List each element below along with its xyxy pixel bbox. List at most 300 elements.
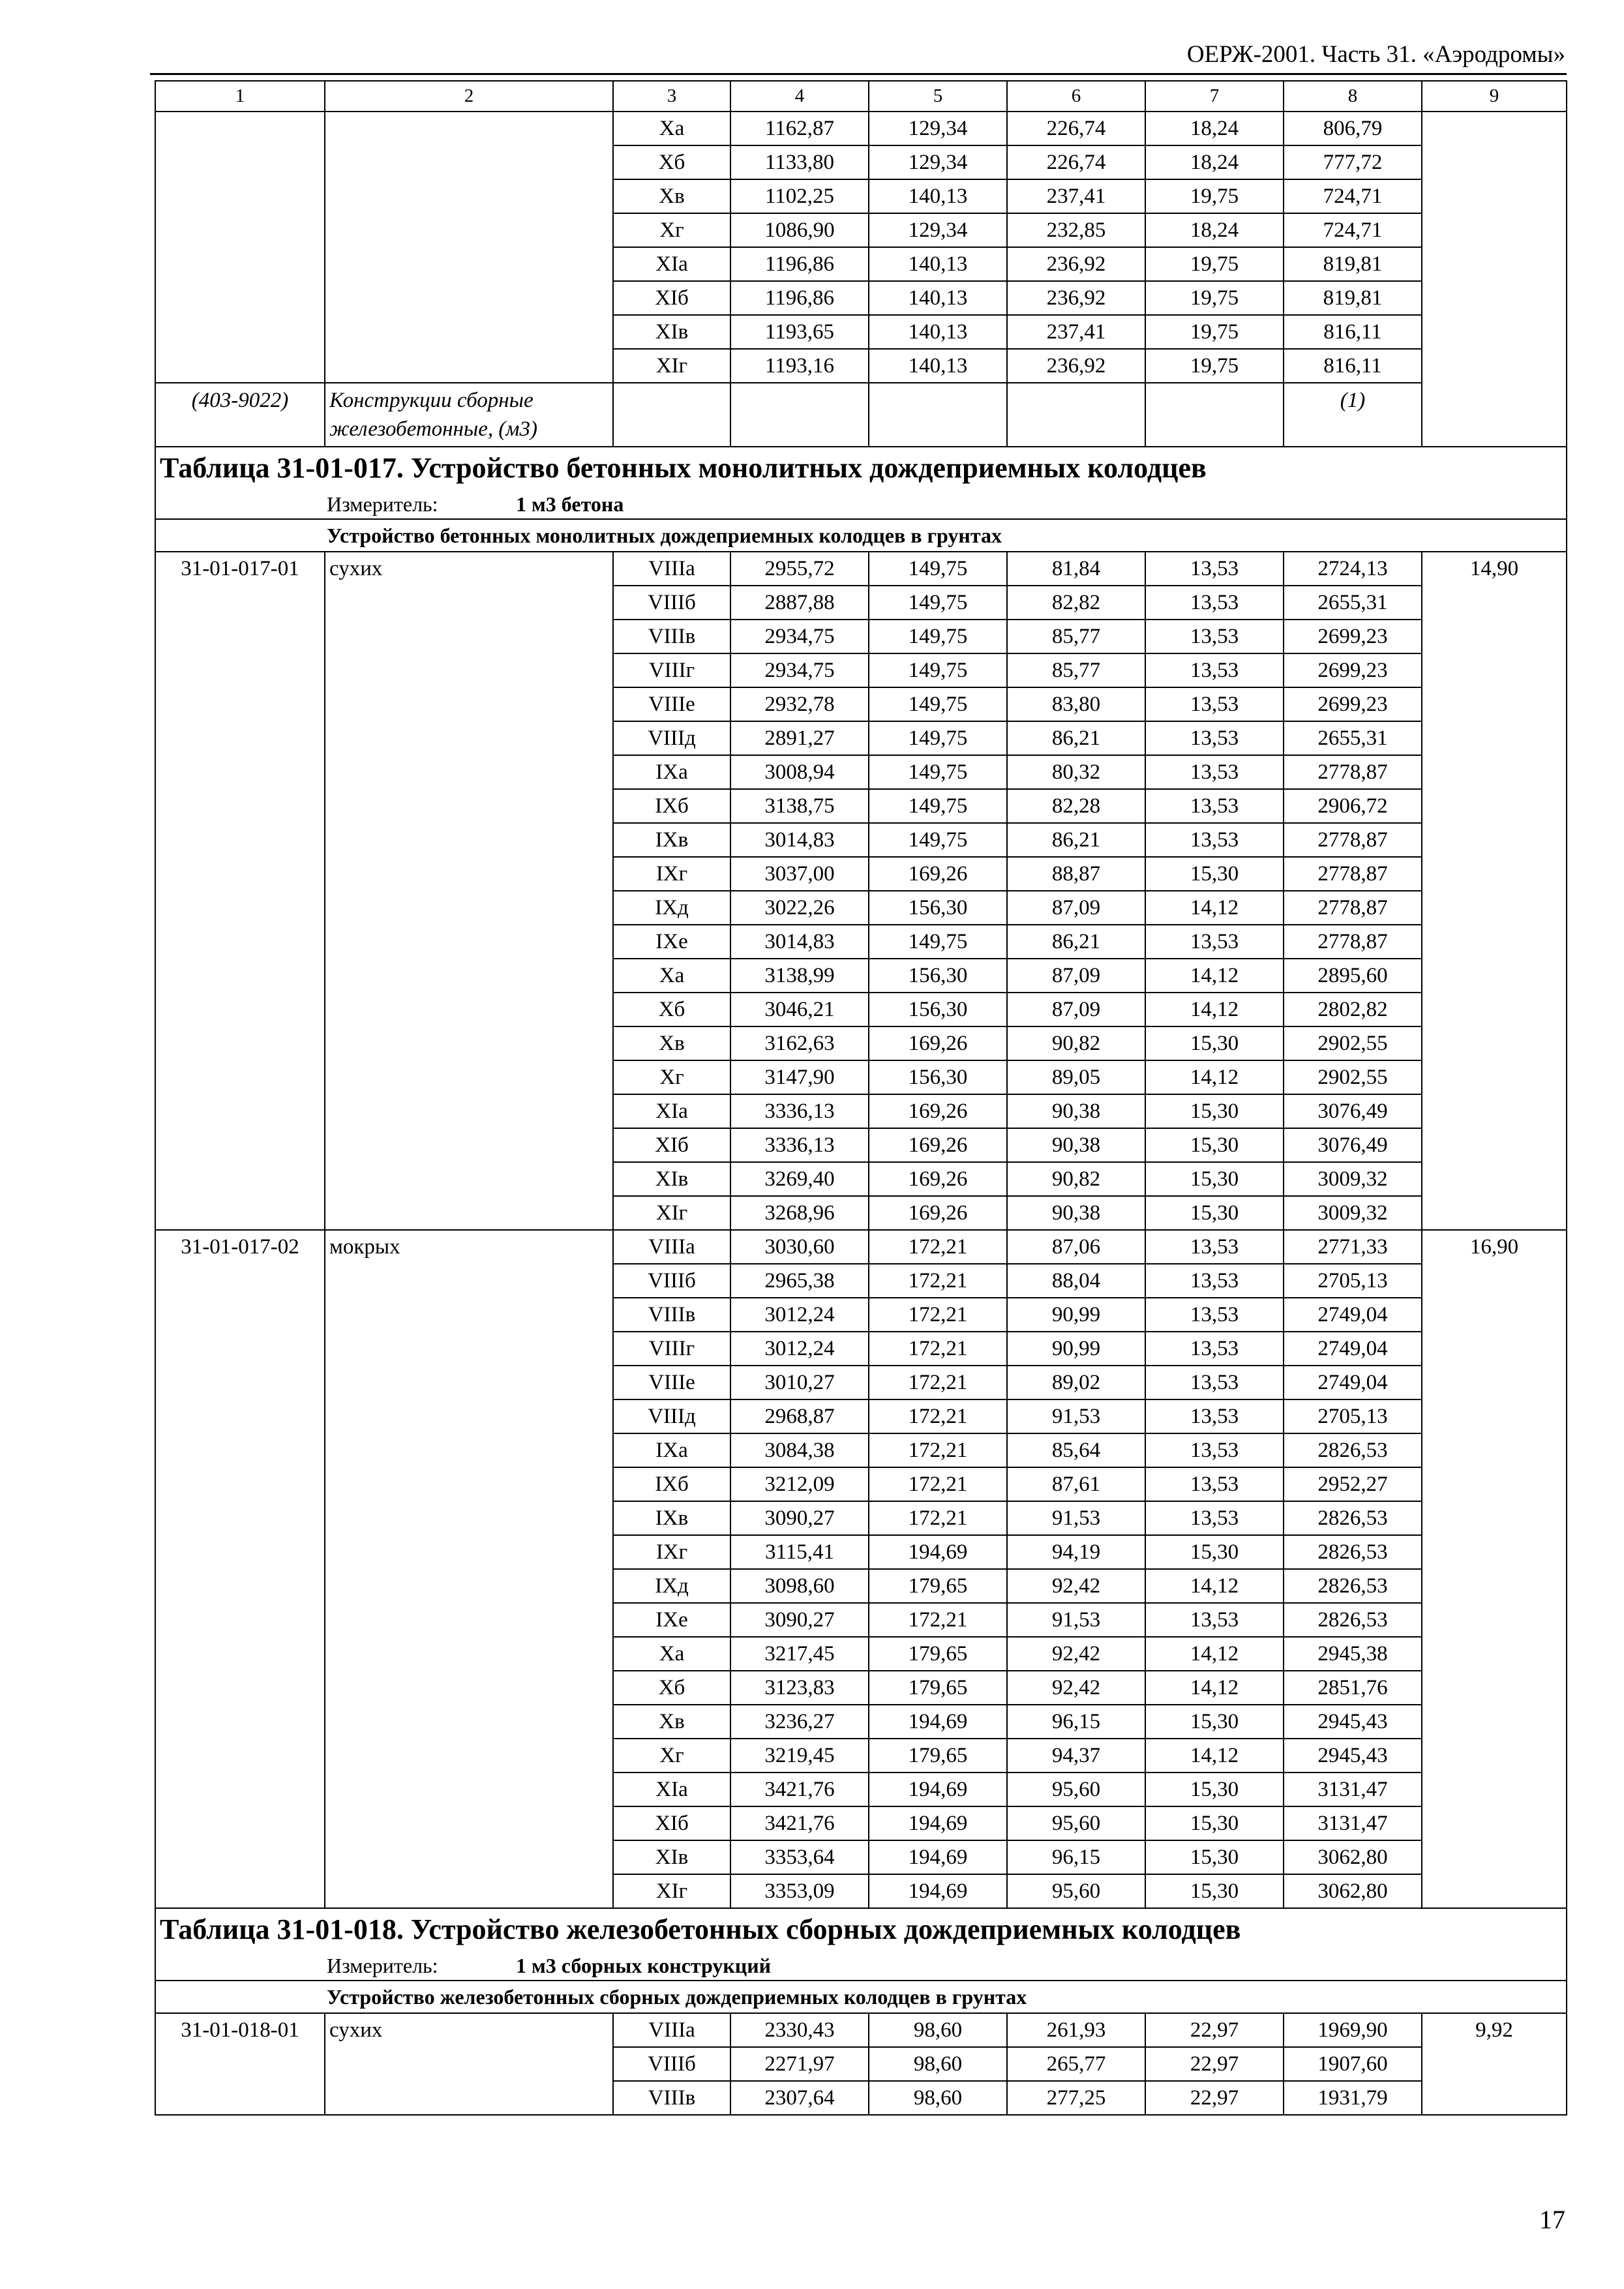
value-cell: Xб [613, 145, 730, 179]
value-cell: 156,30 [869, 891, 1007, 925]
value-cell: 2699,23 [1284, 620, 1422, 653]
column-number-row [155, 81, 1567, 112]
value-cell: 2826,53 [1284, 1603, 1422, 1637]
value-cell: XIб [613, 281, 730, 315]
value-cell: XIв [613, 1162, 730, 1196]
value-cell: 13,53 [1145, 1399, 1284, 1433]
value-cell: 96,15 [1007, 1705, 1145, 1739]
value-cell: 15,30 [1145, 1196, 1284, 1230]
value-cell: 13,53 [1145, 552, 1284, 586]
col9-cell [1422, 112, 1567, 447]
value-cell: 149,75 [869, 789, 1007, 823]
value-cell: 87,61 [1007, 1467, 1145, 1501]
value-cell: 194,69 [869, 1773, 1007, 1806]
value-cell: 3084,38 [730, 1433, 869, 1467]
value-cell: 2826,53 [1284, 1501, 1422, 1535]
value-cell: 1193,65 [730, 315, 869, 349]
column-number: 7 [1145, 81, 1284, 112]
table-row [155, 112, 1567, 145]
value-cell: 140,13 [869, 179, 1007, 213]
value-cell: Xa [613, 112, 730, 145]
value-cell: 172,21 [869, 1332, 1007, 1366]
value-cell: 15,30 [1145, 1806, 1284, 1840]
value-cell: IXд [613, 891, 730, 925]
value-cell: 3115,41 [730, 1535, 869, 1569]
value-cell: 3090,27 [730, 1501, 869, 1535]
value-cell: 724,71 [1284, 213, 1422, 247]
value-cell: 129,34 [869, 213, 1007, 247]
value-cell: 724,71 [1284, 179, 1422, 213]
value-cell: 14,12 [1145, 959, 1284, 993]
value-cell: 13,53 [1145, 620, 1284, 653]
value-cell: 92,42 [1007, 1671, 1145, 1705]
value-cell: 2934,75 [730, 653, 869, 687]
table-title: Таблица 31-01-017. Устройство бетонных монолитных дождеприемных колодцев [155, 447, 1567, 489]
code-cell [155, 112, 325, 383]
value-cell: 18,24 [1145, 213, 1284, 247]
value-cell: 149,75 [869, 653, 1007, 687]
value-cell: Xa [613, 959, 730, 993]
value-cell: 149,75 [869, 687, 1007, 721]
value-cell: 1162,87 [730, 112, 869, 145]
value-cell: 13,53 [1145, 721, 1284, 755]
value-cell: 2952,27 [1284, 1467, 1422, 1501]
resource-code: (403-9022) [155, 383, 325, 447]
value-cell: 3268,96 [730, 1196, 869, 1230]
value-cell: 179,65 [869, 1637, 1007, 1671]
value-cell: IXб [613, 1467, 730, 1501]
resource-note-row [155, 383, 1567, 447]
value-cell: Xв [613, 1705, 730, 1739]
value-cell: 1196,86 [730, 247, 869, 281]
value-cell: 89,02 [1007, 1366, 1145, 1399]
value-cell: 806,79 [1284, 112, 1422, 145]
value-cell: VIIIб [613, 586, 730, 620]
value-cell: 140,13 [869, 247, 1007, 281]
value-cell: 156,30 [869, 959, 1007, 993]
value-cell: 3009,32 [1284, 1196, 1422, 1230]
value-cell: 22,97 [1145, 2081, 1284, 2115]
value-cell: 13,53 [1145, 1332, 1284, 1366]
value-cell: 149,75 [869, 823, 1007, 857]
value-cell: 2749,04 [1284, 1366, 1422, 1399]
value-cell: 3421,76 [730, 1806, 869, 1840]
column-number: 6 [1007, 81, 1145, 112]
value-cell: 14,12 [1145, 891, 1284, 925]
value-cell: 3010,27 [730, 1366, 869, 1399]
value-cell: 89,05 [1007, 1060, 1145, 1094]
value-cell: VIIIд [613, 721, 730, 755]
value-cell: IXд [613, 1569, 730, 1603]
value-cell: 3212,09 [730, 1467, 869, 1501]
value-cell: 140,13 [869, 349, 1007, 383]
value-cell: 13,53 [1145, 586, 1284, 620]
value-cell: 15,30 [1145, 1162, 1284, 1196]
value-cell: VIIIa [613, 1230, 730, 1264]
value-cell: 2891,27 [730, 721, 869, 755]
value-cell: 13,53 [1145, 755, 1284, 789]
value-cell: 19,75 [1145, 247, 1284, 281]
value-cell: 83,80 [1007, 687, 1145, 721]
value-cell: 2771,33 [1284, 1230, 1422, 1264]
value-cell: 1086,90 [730, 213, 869, 247]
value-cell: 169,26 [869, 1094, 1007, 1128]
rate-name: сухих [325, 2013, 613, 2115]
value-cell: 3336,13 [730, 1094, 869, 1128]
value-cell: XIa [613, 1094, 730, 1128]
value-cell: 2749,04 [1284, 1298, 1422, 1332]
value-cell: 13,53 [1145, 789, 1284, 823]
header-rule [150, 73, 1567, 75]
value-cell: 2307,64 [730, 2081, 869, 2115]
value-cell: 91,53 [1007, 1501, 1145, 1535]
value-cell: 98,60 [869, 2081, 1007, 2115]
column-number: 4 [730, 81, 869, 112]
value-cell: 19,75 [1145, 315, 1284, 349]
rates-table [155, 80, 1567, 2116]
value-cell: 3076,49 [1284, 1128, 1422, 1162]
value-cell: 15,30 [1145, 1874, 1284, 1908]
value-cell: 85,77 [1007, 653, 1145, 687]
value-cell: 2330,43 [730, 2013, 869, 2047]
value-cell: 14,12 [1145, 1739, 1284, 1773]
value-cell: 3062,80 [1284, 1874, 1422, 1908]
value-cell: VIIIa [613, 2013, 730, 2047]
value-cell: 19,75 [1145, 349, 1284, 383]
labor-cost: 14,90 [1422, 552, 1567, 1230]
value-cell: 2902,55 [1284, 1026, 1422, 1060]
value-cell: 236,92 [1007, 281, 1145, 315]
value-cell: 95,60 [1007, 1874, 1145, 1908]
value-cell: 236,92 [1007, 247, 1145, 281]
value-cell: 156,30 [869, 1060, 1007, 1094]
value-cell: 13,53 [1145, 1603, 1284, 1637]
value-cell: 22,97 [1145, 2013, 1284, 2047]
value-cell: 13,53 [1145, 1230, 1284, 1264]
value-cell: 19,75 [1145, 179, 1284, 213]
value-cell: 98,60 [869, 2013, 1007, 2047]
value-cell: 3147,90 [730, 1060, 869, 1094]
value-cell: 172,21 [869, 1433, 1007, 1467]
value-cell: 3353,09 [730, 1874, 869, 1908]
rate-code: 31-01-018-01 [155, 2013, 325, 2115]
value-cell: 2887,88 [730, 586, 869, 620]
rate-name: мокрых [325, 1230, 613, 1908]
value-cell: XIв [613, 1840, 730, 1874]
value-cell: 1193,16 [730, 349, 869, 383]
value-cell: 2906,72 [1284, 789, 1422, 823]
measure-value: 1 м3 бетона [516, 492, 624, 516]
value-cell: 277,25 [1007, 2081, 1145, 2115]
value-cell: 86,21 [1007, 925, 1145, 959]
value-cell: 14,12 [1145, 1637, 1284, 1671]
value-cell: 3090,27 [730, 1603, 869, 1637]
column-number: 8 [1284, 81, 1422, 112]
value-cell: IXг [613, 857, 730, 891]
value-cell: 3162,63 [730, 1026, 869, 1060]
empty-cell [613, 383, 730, 447]
value-cell: 14,12 [1145, 1569, 1284, 1603]
value-cell: 3217,45 [730, 1637, 869, 1671]
value-cell: 2699,23 [1284, 653, 1422, 687]
value-cell: 13,53 [1145, 687, 1284, 721]
value-cell: 3138,75 [730, 789, 869, 823]
value-cell: VIIIв [613, 1298, 730, 1332]
value-cell: XIa [613, 247, 730, 281]
value-cell: 2705,13 [1284, 1399, 1422, 1433]
column-number: 5 [869, 81, 1007, 112]
value-cell: 2945,43 [1284, 1739, 1422, 1773]
value-cell: 87,09 [1007, 891, 1145, 925]
value-cell: VIIIв [613, 2081, 730, 2115]
value-cell: 13,53 [1145, 1501, 1284, 1535]
subheader-row [155, 1981, 1567, 2013]
value-cell: 172,21 [869, 1264, 1007, 1298]
value-cell: 172,21 [869, 1501, 1007, 1535]
measure-row [155, 489, 1567, 519]
value-cell: Xг [613, 1739, 730, 1773]
value-cell: 3138,99 [730, 959, 869, 993]
value-cell: 3030,60 [730, 1230, 869, 1264]
value-cell: 1196,86 [730, 281, 869, 315]
value-cell: 140,13 [869, 315, 1007, 349]
value-cell: 82,82 [1007, 586, 1145, 620]
resource-name: Конструкции сборные железобетонные, (м3) [325, 383, 613, 447]
table-title: Таблица 31-01-018. Устройство железобетонных сборных дождеприемных колодцев [155, 1908, 1567, 1951]
labor-cost: 9,92 [1422, 2013, 1567, 2115]
value-cell: 92,42 [1007, 1637, 1145, 1671]
value-cell: 22,97 [1145, 2047, 1284, 2081]
value-cell: 3022,26 [730, 891, 869, 925]
value-cell: 87,09 [1007, 959, 1145, 993]
value-cell: VIIIд [613, 1399, 730, 1433]
value-cell: 85,64 [1007, 1433, 1145, 1467]
value-cell: Xв [613, 179, 730, 213]
value-cell: 194,69 [869, 1705, 1007, 1739]
value-cell: 90,99 [1007, 1298, 1145, 1332]
value-cell: VIIIe [613, 687, 730, 721]
value-cell: 2851,76 [1284, 1671, 1422, 1705]
value-cell: XIб [613, 1128, 730, 1162]
rate-code: 31-01-017-02 [155, 1230, 325, 1908]
value-cell: 15,30 [1145, 857, 1284, 891]
value-cell: 3076,49 [1284, 1094, 1422, 1128]
value-cell: IXв [613, 823, 730, 857]
value-cell: 90,82 [1007, 1026, 1145, 1060]
value-cell: 87,09 [1007, 993, 1145, 1026]
value-cell: 3421,76 [730, 1773, 869, 1806]
value-cell: 194,69 [869, 1874, 1007, 1908]
column-number: 3 [613, 81, 730, 112]
table-row [155, 2013, 1567, 2047]
value-cell: 90,82 [1007, 1162, 1145, 1196]
value-cell: 169,26 [869, 1196, 1007, 1230]
value-cell: XIв [613, 315, 730, 349]
value-cell: 2655,31 [1284, 586, 1422, 620]
value-cell: 91,53 [1007, 1603, 1145, 1637]
name-cell [325, 112, 613, 383]
value-cell: 3098,60 [730, 1569, 869, 1603]
value-cell: Xв [613, 1026, 730, 1060]
rate-name: сухих [325, 552, 613, 1230]
value-cell: 13,53 [1145, 823, 1284, 857]
value-cell: 179,65 [869, 1671, 1007, 1705]
measure-label: Измеритель: [327, 492, 438, 516]
measure-label: Измеритель: [327, 1953, 438, 1977]
column-number: 1 [155, 81, 325, 112]
value-cell: VIIIв [613, 620, 730, 653]
value-cell: 15,30 [1145, 1840, 1284, 1874]
value-cell: 18,24 [1145, 145, 1284, 179]
value-cell: VIIIe [613, 1366, 730, 1399]
value-cell: 226,74 [1007, 145, 1145, 179]
value-cell: 149,75 [869, 925, 1007, 959]
value-cell: 819,81 [1284, 247, 1422, 281]
value-cell: 3123,83 [730, 1671, 869, 1705]
value-cell: 3269,40 [730, 1162, 869, 1196]
value-cell: 13,53 [1145, 653, 1284, 687]
value-cell: 3131,47 [1284, 1773, 1422, 1806]
value-cell: 3236,27 [730, 1705, 869, 1739]
subheader-row [155, 519, 1567, 552]
value-cell: 194,69 [869, 1535, 1007, 1569]
value-cell: 86,21 [1007, 721, 1145, 755]
value-cell: Xг [613, 213, 730, 247]
value-cell: 82,28 [1007, 789, 1145, 823]
value-cell: 95,60 [1007, 1773, 1145, 1806]
value-cell: 2934,75 [730, 620, 869, 653]
value-cell: 2955,72 [730, 552, 869, 586]
value-cell: 2778,87 [1284, 857, 1422, 891]
value-cell: 3008,94 [730, 755, 869, 789]
table-row [155, 1230, 1567, 1264]
value-cell: XIб [613, 1806, 730, 1840]
value-cell: 236,92 [1007, 349, 1145, 383]
value-cell: 14,12 [1145, 993, 1284, 1026]
value-cell: 18,24 [1145, 112, 1284, 145]
value-cell: IXг [613, 1535, 730, 1569]
value-cell: Xг [613, 1060, 730, 1094]
value-cell: 1969,90 [1284, 2013, 1422, 2047]
empty-cell [730, 383, 869, 447]
value-cell: 1102,25 [730, 179, 869, 213]
value-cell: 15,30 [1145, 1026, 1284, 1060]
page-number: 17 [1539, 2205, 1565, 2234]
value-cell: 98,60 [869, 2047, 1007, 2081]
value-cell: 2968,87 [730, 1399, 869, 1433]
value-cell: 149,75 [869, 552, 1007, 586]
value-cell: 179,65 [869, 1739, 1007, 1773]
value-cell: 96,15 [1007, 1840, 1145, 1874]
value-cell: 13,53 [1145, 925, 1284, 959]
value-cell: 2705,13 [1284, 1264, 1422, 1298]
value-cell: 14,12 [1145, 1060, 1284, 1094]
value-cell: 15,30 [1145, 1705, 1284, 1739]
value-cell: 169,26 [869, 1128, 1007, 1162]
value-cell: 2895,60 [1284, 959, 1422, 993]
value-cell: 13,53 [1145, 1467, 1284, 1501]
table-row [155, 552, 1567, 586]
value-cell: 226,74 [1007, 112, 1145, 145]
value-cell: 14,12 [1145, 1671, 1284, 1705]
value-cell: VIIIa [613, 552, 730, 586]
value-cell: 81,84 [1007, 552, 1145, 586]
value-cell: 2778,87 [1284, 925, 1422, 959]
value-cell: 90,38 [1007, 1128, 1145, 1162]
value-cell: 261,93 [1007, 2013, 1145, 2047]
measure-cell [155, 1951, 1567, 1981]
value-cell: 2778,87 [1284, 823, 1422, 857]
value-cell: 92,42 [1007, 1569, 1145, 1603]
value-cell: 172,21 [869, 1230, 1007, 1264]
value-cell: 2826,53 [1284, 1569, 1422, 1603]
value-cell: 91,53 [1007, 1399, 1145, 1433]
value-cell: 90,38 [1007, 1196, 1145, 1230]
value-cell: 3046,21 [730, 993, 869, 1026]
value-cell: Xб [613, 993, 730, 1026]
value-cell: XIa [613, 1773, 730, 1806]
value-cell: 13,53 [1145, 1298, 1284, 1332]
value-cell: 3219,45 [730, 1739, 869, 1773]
value-cell: IXв [613, 1501, 730, 1535]
value-cell: 237,41 [1007, 179, 1145, 213]
value-cell: 816,11 [1284, 315, 1422, 349]
value-cell: 1907,60 [1284, 2047, 1422, 2081]
measure-cell [155, 489, 1567, 519]
value-cell: 237,41 [1007, 315, 1145, 349]
value-cell: 90,38 [1007, 1094, 1145, 1128]
value-cell: 172,21 [869, 1467, 1007, 1501]
value-cell: 15,30 [1145, 1535, 1284, 1569]
value-cell: 3012,24 [730, 1298, 869, 1332]
value-cell: 194,69 [869, 1806, 1007, 1840]
value-cell: 80,32 [1007, 755, 1145, 789]
value-cell: VIIIг [613, 1332, 730, 1366]
value-cell: 149,75 [869, 620, 1007, 653]
value-cell: 3131,47 [1284, 1806, 1422, 1840]
value-cell: 3014,83 [730, 925, 869, 959]
value-cell: 2655,31 [1284, 721, 1422, 755]
value-cell: 172,21 [869, 1603, 1007, 1637]
value-cell: 149,75 [869, 721, 1007, 755]
table-title-row [155, 1908, 1567, 1951]
measure-value: 1 м3 сборных конструкций [516, 1953, 772, 1977]
value-cell: 194,69 [869, 1840, 1007, 1874]
value-cell: 2932,78 [730, 687, 869, 721]
value-cell: 169,26 [869, 1162, 1007, 1196]
value-cell: 2699,23 [1284, 687, 1422, 721]
value-cell: VIIIб [613, 1264, 730, 1298]
value-cell: 3014,83 [730, 823, 869, 857]
value-cell: XIг [613, 349, 730, 383]
value-cell: VIIIг [613, 653, 730, 687]
resource-value: (1) [1284, 383, 1422, 447]
value-cell: 149,75 [869, 755, 1007, 789]
value-cell: 169,26 [869, 1026, 1007, 1060]
value-cell: 2778,87 [1284, 755, 1422, 789]
value-cell: IXe [613, 925, 730, 959]
value-cell: 13,53 [1145, 1433, 1284, 1467]
value-cell: 15,30 [1145, 1773, 1284, 1806]
value-cell: 3353,64 [730, 1840, 869, 1874]
value-cell: 172,21 [869, 1366, 1007, 1399]
value-cell: 169,26 [869, 857, 1007, 891]
value-cell: 2945,38 [1284, 1637, 1422, 1671]
value-cell: 1133,80 [730, 145, 869, 179]
value-cell: 95,60 [1007, 1806, 1145, 1840]
value-cell: 3037,00 [730, 857, 869, 891]
value-cell: 2749,04 [1284, 1332, 1422, 1366]
